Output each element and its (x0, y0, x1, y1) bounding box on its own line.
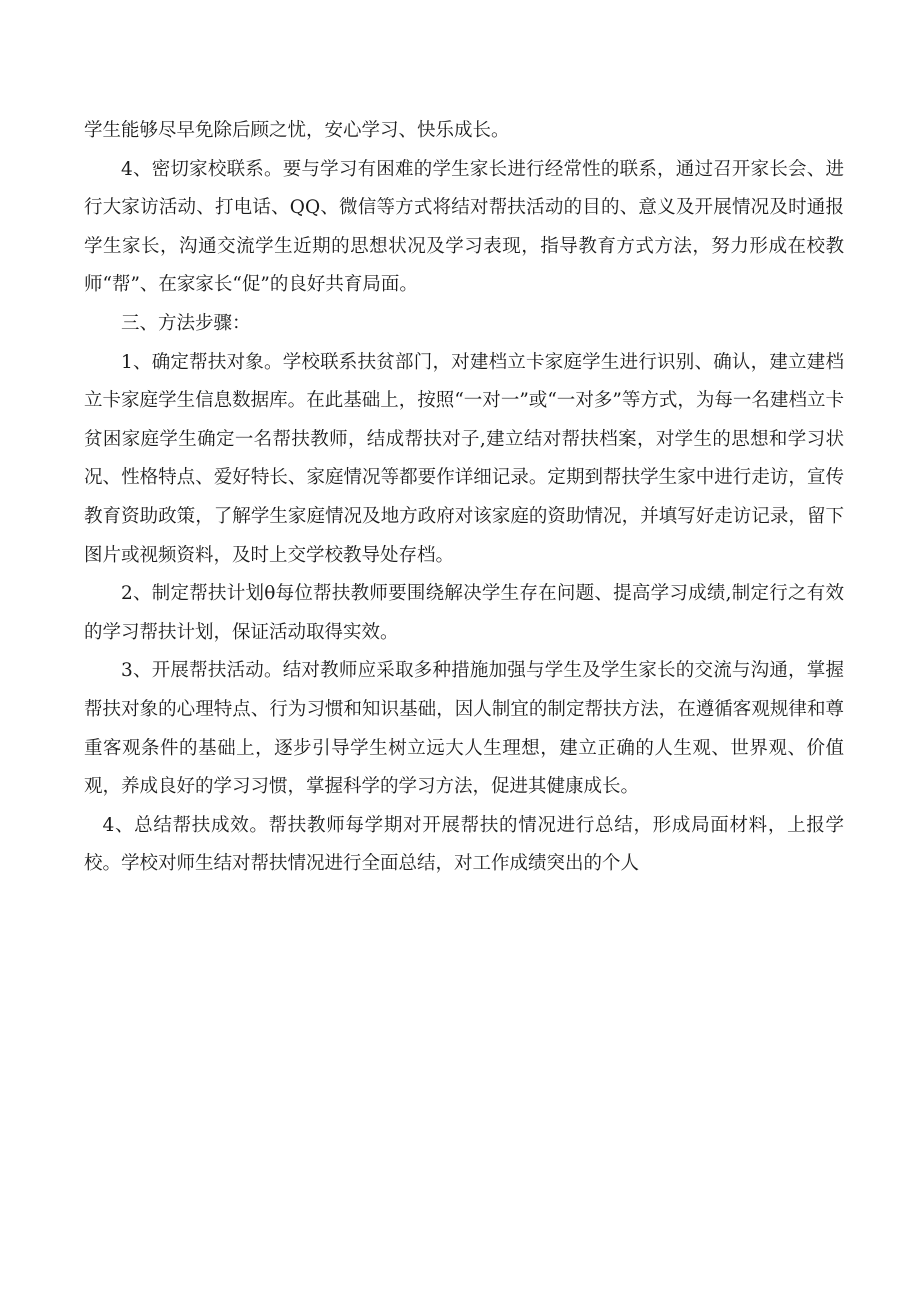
paragraph-make-plan: 2、制定帮扶计划θ每位帮扶教师要围绕解决学生存在问题、提高学习成绩,制定行之有效的学习帮扶计划，保证活动取得实效。 (84, 583, 844, 643)
section-heading-methods: 三、方法步骤： (121, 312, 251, 334)
paragraph-home-school-contact: 4、密切家校联系。要与学习有困难的学生家长进行经常性的联系，通过召开家长会、进行大家访活动、打电话、QQ、微信等方式将结对帮扶活动的目的、意义及开展情况及时通报学生家长，沟通交流学生近期的思想状况及学习表现，指导教育方式方法，努力形成在校教师“帮”、在家家长“促”的良好共育局面。 (84, 158, 844, 296)
document-body (84, 112, 844, 884)
paragraph-summarize-results: 4、总结帮扶成效。帮扶教师每学期对开展帮扶的情况进行总结，形成局面材料，上报学校。学校对师生结对帮扶情况进行全面总结，对工作成绩突出的个人 (84, 814, 844, 875)
paragraph-continuation: 学生能够尽早免除后顾之忧，安心学习、快乐成长。 (84, 120, 510, 141)
paragraph-determine-targets: 1、确定帮扶对象。学校联系扶贫部门，对建档立卡家庭学生进行识别、确认，建立建档立卡家庭学生信息数据库。在此基础上，按照“一对一”或“一对多”等方式，为每一名建档立卡贫困家庭学生确定一名帮扶教师，结成帮扶对子,建立结对帮扶档案，对学生的思想和学习状况、性格特点、爱好特长、家庭情况等都要作详细记录。定期到帮扶学生家中进行走访，宣传教育资助政策，了解学生家庭情况及地方政府对该家庭的资助情况，并填写好走访记录，留下图片或视频资料，及时上交学校教导处存档。 (84, 351, 844, 566)
paragraph-carry-out-activities: 3、开展帮扶活动。结对教师应采取多种措施加强与学生及学生家长的交流与沟通，掌握帮扶对象的心理特点、行为习惯和知识基础，因人制宜的制定帮扶方法，在遵循客观规律和尊重客观条件的基础上，逐步引导学生树立远大人生理想，建立正确的人生观、世界观、价值观，养成良好的学习习惯，掌握科学的学习方法，促进其健康成长。 (84, 660, 844, 798)
